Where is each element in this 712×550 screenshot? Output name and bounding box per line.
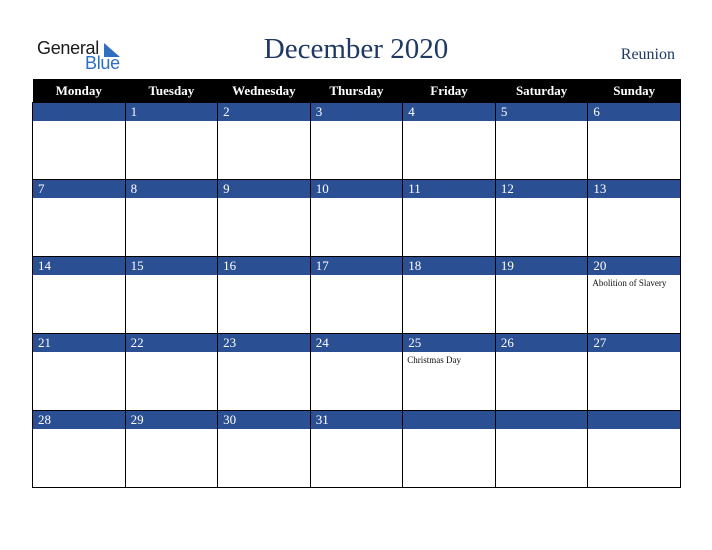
day-number: 3 xyxy=(311,103,403,121)
day-number: 22 xyxy=(126,334,218,352)
day-cell xyxy=(495,180,588,257)
day-number: 17 xyxy=(311,257,403,275)
day-cell xyxy=(588,103,681,180)
day-number: 6 xyxy=(588,103,680,121)
day-number: 12 xyxy=(496,180,588,198)
day-number: 9 xyxy=(218,180,310,198)
day-cell xyxy=(495,257,588,334)
day-cell xyxy=(310,334,403,411)
day-number: 11 xyxy=(403,180,495,198)
weekday-header: Wednesday xyxy=(218,79,311,103)
day-number: 24 xyxy=(311,334,403,352)
day-cell xyxy=(310,411,403,488)
day-cell xyxy=(403,103,496,180)
day-cell xyxy=(218,180,311,257)
day-cell xyxy=(310,257,403,334)
day-cell xyxy=(403,257,496,334)
week-row xyxy=(33,411,681,488)
region-label: Reunion xyxy=(620,46,675,63)
weekday-header: Saturday xyxy=(495,79,588,103)
day-cell xyxy=(218,411,311,488)
day-number: 1 xyxy=(126,103,218,121)
day-cell xyxy=(33,334,126,411)
day-cell xyxy=(33,257,126,334)
day-number: 20 xyxy=(588,257,680,275)
day-number: 18 xyxy=(403,257,495,275)
day-cell xyxy=(218,103,311,180)
day-cell xyxy=(125,411,218,488)
day-number: 21 xyxy=(33,334,125,352)
logo-word-blue: Blue xyxy=(85,53,120,73)
day-cell xyxy=(33,411,126,488)
day-number: 25 xyxy=(403,334,495,352)
day-cell xyxy=(218,334,311,411)
day-cell xyxy=(218,257,311,334)
day-cell xyxy=(495,334,588,411)
week-row xyxy=(33,334,681,411)
weekday-header-row xyxy=(33,79,681,103)
day-cell xyxy=(125,103,218,180)
day-number: 13 xyxy=(588,180,680,198)
day-number: 4 xyxy=(403,103,495,121)
day-cell xyxy=(33,103,126,180)
weekday-header: Tuesday xyxy=(125,79,218,103)
week-row xyxy=(33,103,681,180)
day-cell xyxy=(403,411,496,488)
day-number: 14 xyxy=(33,257,125,275)
day-number: 30 xyxy=(218,411,310,429)
day-cell xyxy=(588,334,681,411)
day-cell xyxy=(588,180,681,257)
calendar-grid xyxy=(32,79,681,488)
day-cell xyxy=(33,180,126,257)
holiday-label: Abolition of Slavery xyxy=(592,278,667,288)
day-number xyxy=(496,411,588,429)
day-number: 8 xyxy=(126,180,218,198)
day-number: 19 xyxy=(496,257,588,275)
day-number: 27 xyxy=(588,334,680,352)
day-cell xyxy=(125,334,218,411)
day-number: 2 xyxy=(218,103,310,121)
day-number xyxy=(403,411,495,429)
day-number: 31 xyxy=(311,411,403,429)
day-cell xyxy=(310,180,403,257)
calendar-body xyxy=(33,103,681,488)
day-number: 29 xyxy=(126,411,218,429)
week-row xyxy=(33,257,681,334)
day-cell xyxy=(125,257,218,334)
day-number: 16 xyxy=(218,257,310,275)
day-number xyxy=(33,103,125,121)
day-number: 15 xyxy=(126,257,218,275)
week-row xyxy=(33,180,681,257)
day-number: 26 xyxy=(496,334,588,352)
logo-word-general: General xyxy=(37,38,99,58)
day-number: 23 xyxy=(218,334,310,352)
day-cell xyxy=(403,334,496,411)
day-cell xyxy=(495,411,588,488)
day-number: 7 xyxy=(33,180,125,198)
day-cell xyxy=(495,103,588,180)
page-title: December 2020 xyxy=(263,33,449,65)
day-cell xyxy=(588,411,681,488)
day-cell xyxy=(403,180,496,257)
day-number: 5 xyxy=(496,103,588,121)
day-cell xyxy=(310,103,403,180)
day-number: 10 xyxy=(311,180,403,198)
weekday-header: Thursday xyxy=(310,79,403,103)
day-cell xyxy=(125,180,218,257)
weekday-header: Monday xyxy=(33,79,126,103)
day-number: 28 xyxy=(33,411,125,429)
day-number xyxy=(588,411,680,429)
day-cell xyxy=(588,257,681,334)
weekday-header: Sunday xyxy=(588,79,681,103)
holiday-label: Christmas Day xyxy=(407,355,461,365)
weekday-header: Friday xyxy=(403,79,496,103)
